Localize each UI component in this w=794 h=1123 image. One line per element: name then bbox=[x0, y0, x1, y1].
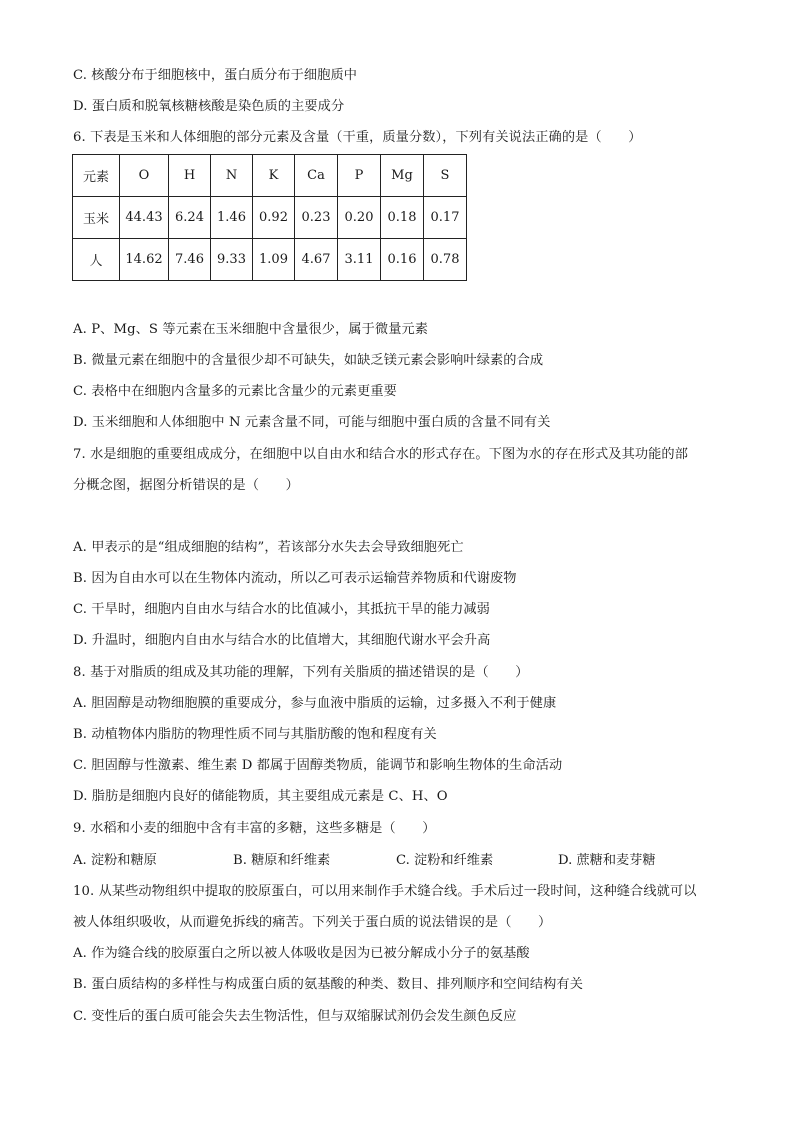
q5-option-c: C. 核酸分布于细胞核中，蛋白质分布于细胞质中 bbox=[73, 68, 358, 83]
q8-stem: 8. 基于对脂质的组成及其功能的理解，下列有关脂质的描述错误的是（ ） bbox=[73, 665, 529, 680]
q8-option-b: B. 动植物体内脂肪的物理性质不同与其脂肪酸的饱和程度有关 bbox=[73, 727, 437, 742]
q6-option-d: D. 玉米细胞和人体细胞中 N 元素含量不同，可能与细胞中蛋白质的含量不同有关 bbox=[73, 415, 551, 430]
q7-stem-line-2: 分概念图，据图分析错误的是（ ） bbox=[73, 478, 299, 493]
table-cell: 0.23 bbox=[295, 197, 338, 239]
q7-option-a: A. 甲表示的是“组成细胞的结构”，若该部分水失去会导致细胞死亡 bbox=[73, 540, 464, 555]
element-content-table bbox=[72, 154, 467, 281]
table-cell: 4.67 bbox=[295, 239, 338, 281]
table-cell: K bbox=[253, 155, 295, 197]
table-row-corn bbox=[73, 197, 467, 239]
q6-option-b: B. 微量元素在细胞中的含量很少却不可缺失，如缺乏镁元素会影响叶绿素的合成 bbox=[73, 353, 544, 368]
q6-stem: 6. 下表是玉米和人体细胞的部分元素及含量（干重，质量分数），下列有关说法正确的是（ ） bbox=[73, 130, 642, 145]
table-cell: N bbox=[211, 155, 253, 197]
table-cell: 0.18 bbox=[381, 197, 424, 239]
table-cell: 44.43 bbox=[120, 197, 169, 239]
table-cell: H bbox=[169, 155, 211, 197]
table-cell: P bbox=[338, 155, 381, 197]
table-cell: 14.62 bbox=[120, 239, 169, 281]
table-cell: 0.16 bbox=[381, 239, 424, 281]
table-cell: 0.92 bbox=[253, 197, 295, 239]
q7-option-c: C. 干旱时，细胞内自由水与结合水的比值减小，其抵抗干旱的能力减弱 bbox=[73, 602, 490, 617]
table-cell: O bbox=[120, 155, 169, 197]
table-cell: Mg bbox=[381, 155, 424, 197]
table-cell: 7.46 bbox=[169, 239, 211, 281]
q10-option-a: A. 作为缝合线的胶原蛋白之所以被人体吸收是因为已被分解成小分子的氨基酸 bbox=[73, 946, 530, 961]
q8-option-d: D. 脂肪是细胞内良好的储能物质，其主要组成元素是 C、H、O bbox=[73, 789, 448, 804]
q9-option-c: C. 淀粉和纤维素 bbox=[396, 853, 494, 868]
q10-stem-line-1: 10. 从某些动物组织中提取的胶原蛋白，可以用来制作手术缝合线。手术后过一段时间，这种缝合线就可以 bbox=[73, 884, 697, 899]
table-row-human bbox=[73, 239, 467, 281]
q9-option-a: A. 淀粉和糖原 bbox=[73, 853, 157, 868]
table-cell: 玉米 bbox=[73, 197, 120, 239]
table-header-row bbox=[73, 155, 467, 197]
table-cell: 元素 bbox=[73, 155, 120, 197]
table-cell: 9.33 bbox=[211, 239, 253, 281]
q9-options-row bbox=[73, 851, 733, 871]
table-cell: Ca bbox=[295, 155, 338, 197]
q8-option-c: C. 胆固醇与性激素、维生素 D 都属于固醇类物质，能调节和影响生物体的生命活动 bbox=[73, 758, 563, 773]
table-cell: 6.24 bbox=[169, 197, 211, 239]
table-cell: 3.11 bbox=[338, 239, 381, 281]
table-cell: S bbox=[424, 155, 467, 197]
table-cell: 0.20 bbox=[338, 197, 381, 239]
table-cell: 人 bbox=[73, 239, 120, 281]
q9-option-d: D. 蔗糖和麦芽糖 bbox=[558, 853, 656, 868]
q6-option-c: C. 表格中在细胞内含量多的元素比含量少的元素更重要 bbox=[73, 384, 397, 399]
q8-option-a: A. 胆固醇是动物细胞膜的重要成分，参与血液中脂质的运输，过多摄入不利于健康 bbox=[73, 696, 557, 711]
q10-option-c: C. 变性后的蛋白质可能会失去生物活性，但与双缩脲试剂仍会发生颜色反应 bbox=[73, 1009, 517, 1024]
q10-option-b: B. 蛋白质结构的多样性与构成蛋白质的氨基酸的种类、数目、排列顺序和空间结构有关 bbox=[73, 977, 584, 992]
q7-option-b: B. 因为自由水可以在生物体内流动，所以乙可表示运输营养物质和代谢废物 bbox=[73, 571, 517, 586]
table-cell: 1.46 bbox=[211, 197, 253, 239]
table-cell: 1.09 bbox=[253, 239, 295, 281]
q7-stem-line-1: 7. 水是细胞的重要组成成分，在细胞中以自由水和结合水的形式存在。下图为水的存在形式及其功能的部 bbox=[73, 447, 689, 462]
q9-stem: 9. 水稻和小麦的细胞中含有丰富的多糖，这些多糖是（ ） bbox=[73, 821, 436, 836]
q10-stem-line-2: 被人体组织吸收，从而避免拆线的痛苦。下列关于蛋白质的说法错误的是（ ） bbox=[73, 915, 552, 930]
table-cell: 0.17 bbox=[424, 197, 467, 239]
q7-option-d: D. 升温时，细胞内自由水与结合水的比值增大，其细胞代谢水平会升高 bbox=[73, 633, 491, 648]
q5-option-d: D. 蛋白质和脱氧核糖核酸是染色质的主要成分 bbox=[73, 99, 345, 114]
table-cell: 0.78 bbox=[424, 239, 467, 281]
q9-option-b: B. 糖原和纤维素 bbox=[233, 853, 331, 868]
q6-option-a: A. P、Mg、S 等元素在玉米细胞中含量很少，属于微量元素 bbox=[73, 322, 429, 337]
